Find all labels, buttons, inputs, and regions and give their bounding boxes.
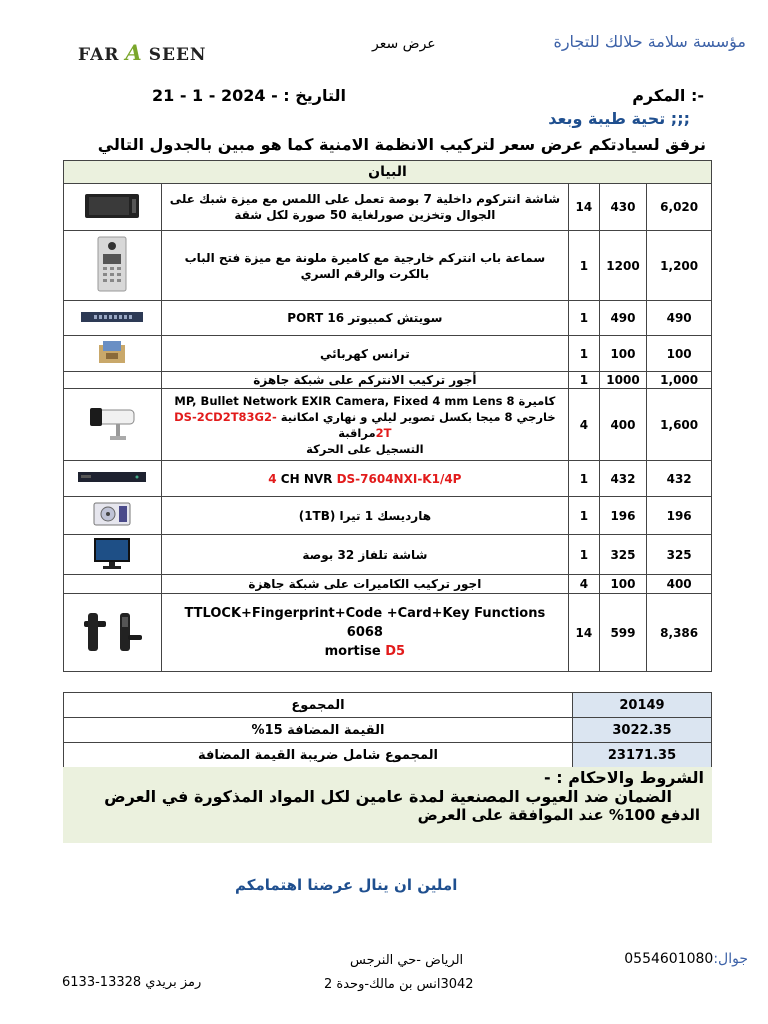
terms-payment: الدفع 100% عند الموافقة على العرض — [417, 806, 700, 824]
row-price: 325 — [599, 535, 647, 575]
row-image — [64, 575, 162, 594]
row-description: شاشة انتركوم داخلية 7 بوصة تعمل على اللمس مع ميزة شبك على الجوال وتخزين صورلغاية 50 صورة لكل شقة — [161, 184, 568, 231]
table-row — [64, 594, 712, 672]
row-description: سويتش كمبيوتر PORT 16 — [161, 301, 568, 336]
row-price: 100 — [599, 575, 647, 594]
lock-type-line — [166, 642, 564, 661]
row-qty: 1 — [569, 497, 600, 535]
row-qty: 14 — [569, 184, 600, 231]
row-description: هارديسك 1 تيرا (1TB) — [161, 497, 568, 535]
row-description: ترانس كهربائي — [161, 336, 568, 372]
row-total: 100 — [647, 336, 712, 372]
row-price: 599 — [599, 594, 647, 672]
footer-address-street: 3042انس بن مالك-وحدة 2 — [324, 977, 474, 992]
terms-warranty: الضمان ضد العيوب المصنعية لمدة عامين لكل المواد المذكورة في العرض — [104, 787, 672, 806]
row-image — [64, 372, 162, 389]
table-header-row — [64, 161, 712, 184]
grand-total-value: 23171.35 — [573, 743, 712, 768]
mobile-label: جوال: — [713, 951, 748, 967]
camera-desc-text: خارجي 8 ميجا بكسل تصوير ليلي و نهاري امكانية — [276, 409, 556, 424]
table-row — [64, 461, 712, 497]
intercom-monitor-icon — [84, 193, 140, 219]
row-price: 100 — [599, 336, 647, 372]
table-row — [64, 372, 712, 389]
row-description: أجور تركيب الانتركم على شبكة جاهزة — [161, 372, 568, 389]
table-header-label: البيان — [64, 161, 712, 184]
row-price: 1200 — [599, 231, 647, 301]
camera-desc-tail: مراقبة — [338, 425, 376, 440]
camera-record-line: التسجيل على الحركة — [306, 441, 424, 456]
row-description — [161, 389, 568, 461]
row-total: 6,020 — [647, 184, 712, 231]
lock-type-text: mortise — [324, 644, 386, 659]
row-image — [64, 184, 162, 231]
row-description — [161, 594, 568, 672]
row-description — [161, 461, 568, 497]
terms-box — [63, 767, 712, 843]
vat-row — [64, 718, 712, 743]
row-qty: 4 — [569, 575, 600, 594]
table-row — [64, 497, 712, 535]
greeting: تحية طيبة وبعد ;;; — [548, 109, 690, 128]
row-qty: 1 — [569, 231, 600, 301]
footer-address-city: الرياض -حي النرجس — [350, 953, 464, 968]
row-total: 400 — [647, 575, 712, 594]
row-qty: 1 — [569, 336, 600, 372]
hard-disk-icon — [92, 500, 132, 528]
nvr-recorder-icon — [77, 470, 147, 484]
logo-text-seen: SEEN — [148, 45, 207, 65]
terms-title: الشروط والاحكام : - — [544, 768, 704, 787]
row-total: 490 — [647, 301, 712, 336]
lock-model: D5 — [385, 644, 406, 659]
row-price: 432 — [599, 461, 647, 497]
lock-spec-line: TTLOCK+Fingerprint+Code +Card+Key Functions 6068 — [184, 606, 546, 640]
power-transformer-icon — [97, 339, 127, 365]
network-switch-icon — [80, 310, 144, 324]
date-value: 21 - 1 - 2024 — [152, 86, 266, 105]
intro-text: نرفق لسيادتكم عرض سعر لتركيب الانظمة الامنية كما هو مبين بالجدول التالي — [97, 135, 706, 154]
table-row — [64, 336, 712, 372]
tv-monitor-icon — [92, 536, 132, 570]
table-row — [64, 231, 712, 301]
summary-table — [63, 692, 712, 768]
row-image — [64, 594, 162, 672]
mobile-number: 0554601080 — [624, 951, 714, 967]
camera-spec-line: كاميرة 8 MP, Bullet Network EXIR Camera, Fixed 4 mm Lens — [174, 393, 556, 408]
closing-text: املين ان ينال عرضنا اهتمامكم — [235, 876, 458, 894]
row-total: 325 — [647, 535, 712, 575]
logo-text-a: A — [125, 40, 143, 65]
row-price: 196 — [599, 497, 647, 535]
row-price: 490 — [599, 301, 647, 336]
footer-mobile — [624, 951, 748, 967]
table-row — [64, 535, 712, 575]
footer-postal-code: رمز بريدي 13328-6133 — [62, 975, 202, 990]
row-total: 196 — [647, 497, 712, 535]
row-total: 8,386 — [647, 594, 712, 672]
row-qty: 1 — [569, 372, 600, 389]
subtotal-value: 20149 — [573, 693, 712, 718]
door-station-icon — [97, 236, 127, 292]
smart-lock-icon — [80, 607, 144, 655]
recipient-label: المكرم :- — [632, 86, 704, 105]
row-image — [64, 389, 162, 461]
row-qty: 4 — [569, 389, 600, 461]
company-logo — [78, 40, 206, 65]
row-qty: 1 — [569, 301, 600, 336]
row-total: 432 — [647, 461, 712, 497]
row-description: اجور تركيب الكاميرات على شبكة جاهزة — [161, 575, 568, 594]
table-row — [64, 184, 712, 231]
row-price: 430 — [599, 184, 647, 231]
logo-text-far: FAR — [78, 45, 120, 65]
document-title: عرض سعر — [372, 36, 436, 52]
row-qty: 14 — [569, 594, 600, 672]
row-image — [64, 535, 162, 575]
row-description: شاشة تلفاز 32 بوصة — [161, 535, 568, 575]
row-image — [64, 461, 162, 497]
row-total: 1,000 — [647, 372, 712, 389]
vat-label: القيمة المضافة 15% — [64, 718, 573, 743]
row-description: سماعة باب انتركم خارجية مع كاميرة ملونة مع ميزة فتح الباب بالكرت والرقم السري — [161, 231, 568, 301]
row-price: 400 — [599, 389, 647, 461]
nvr-type: CH NVR — [276, 471, 337, 486]
camera-model: DS-2CD2T83G2-2T — [174, 409, 392, 440]
row-qty: 1 — [569, 461, 600, 497]
company-name: مؤسسة سلامة حلالك للتجارة — [553, 32, 746, 51]
row-qty: 1 — [569, 535, 600, 575]
row-image — [64, 336, 162, 372]
table-row — [64, 389, 712, 461]
row-price: 1000 — [599, 372, 647, 389]
table-row — [64, 575, 712, 594]
vat-value: 3022.35 — [573, 718, 712, 743]
camera-desc-line — [166, 409, 564, 441]
nvr-channels: 4 — [268, 471, 277, 486]
row-image — [64, 301, 162, 336]
subtotal-label: المجموع — [64, 693, 573, 718]
table-row — [64, 301, 712, 336]
date-line — [152, 86, 346, 105]
bullet-camera-icon — [82, 402, 142, 444]
items-table — [63, 160, 712, 672]
date-label: التاريخ : - — [271, 86, 347, 105]
grand-total-label: المجموع شامل ضريبة القيمة المضافة — [64, 743, 573, 768]
nvr-model: DS-7604NXI-K1/4P — [336, 471, 462, 486]
grand-total-row — [64, 743, 712, 768]
subtotal-row — [64, 693, 712, 718]
row-total: 1,200 — [647, 231, 712, 301]
row-image — [64, 497, 162, 535]
row-total: 1,600 — [647, 389, 712, 461]
row-image — [64, 231, 162, 301]
